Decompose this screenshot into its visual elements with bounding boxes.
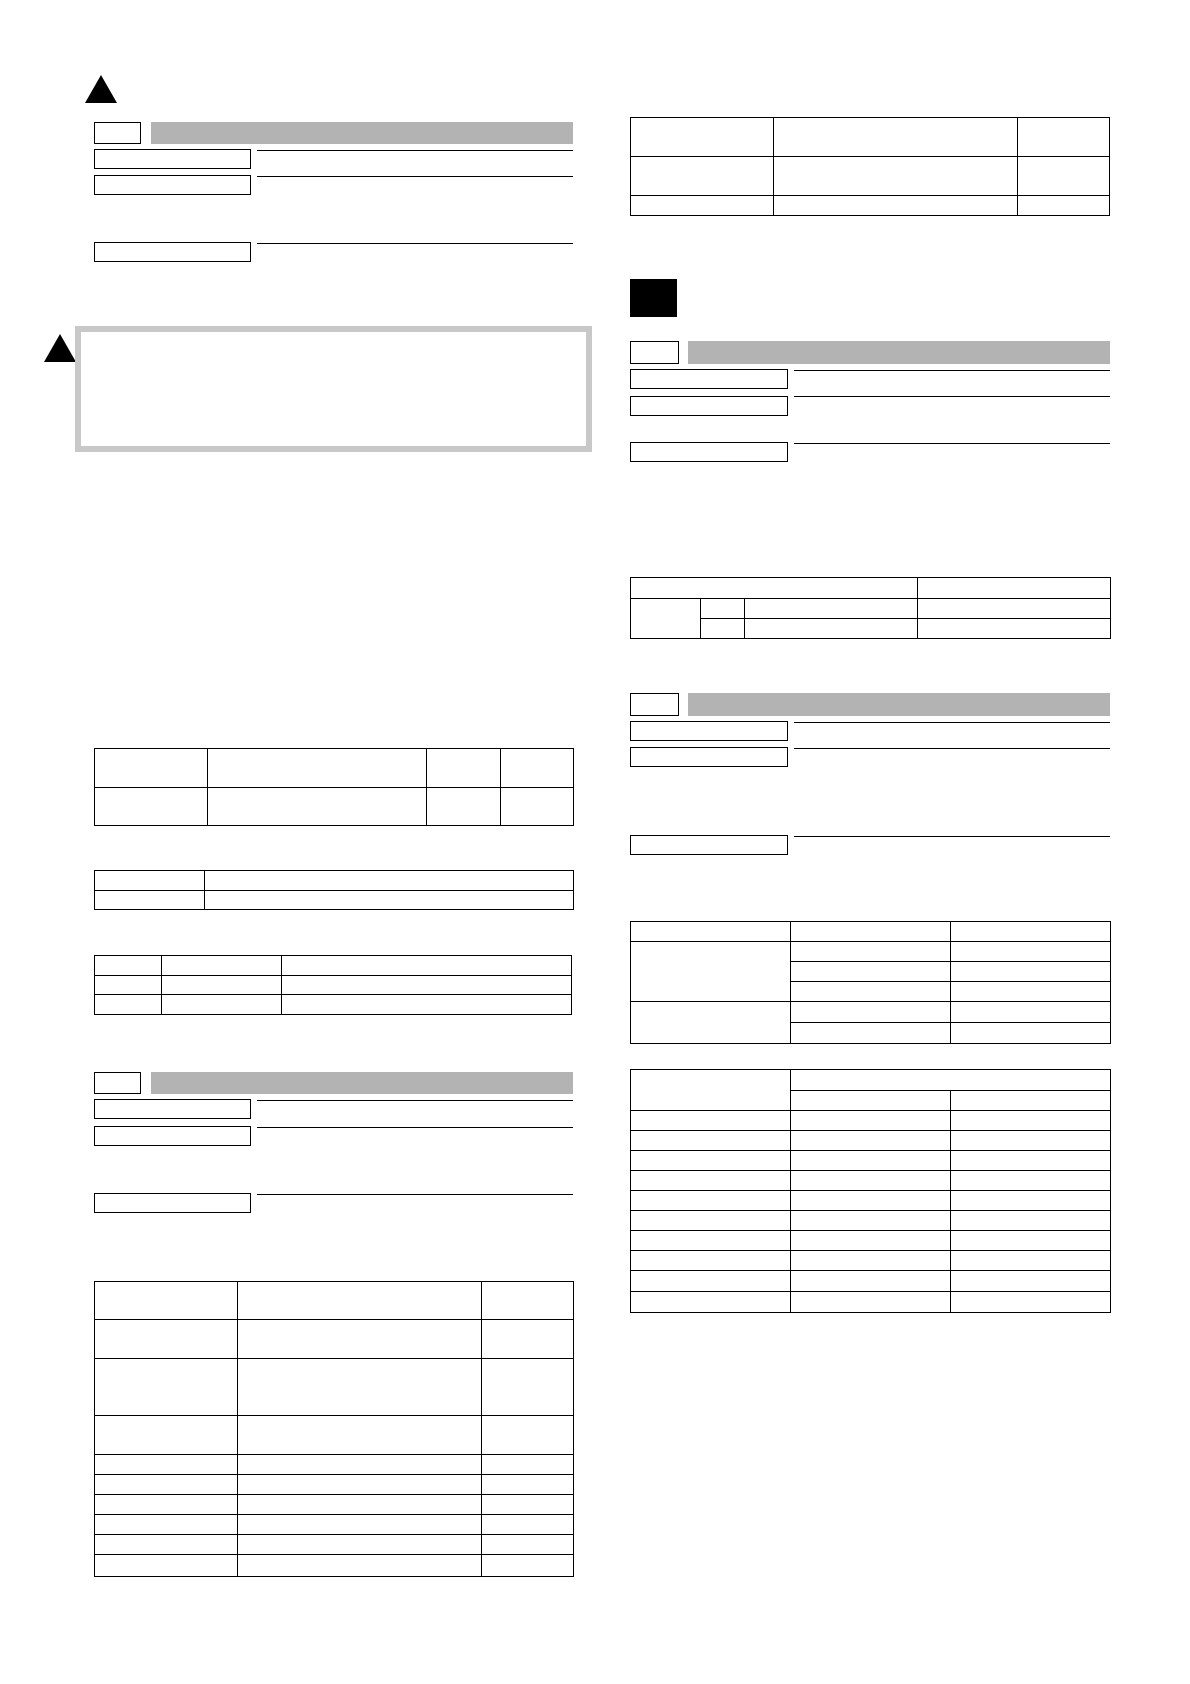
table-row	[95, 871, 574, 891]
table-cell	[631, 1070, 791, 1111]
section-code-box	[630, 341, 679, 364]
field-label-box	[94, 1193, 251, 1213]
table-cell	[1018, 196, 1110, 216]
table-cell	[95, 1320, 238, 1359]
table-cell	[774, 118, 1018, 157]
table-cell	[951, 1211, 1111, 1231]
warning-frame	[75, 326, 592, 452]
table-cell	[774, 157, 1018, 196]
table-cell	[162, 956, 282, 976]
table-cell	[791, 1023, 951, 1044]
table-cell	[918, 599, 1111, 619]
table-row	[95, 1515, 574, 1535]
table	[94, 870, 574, 910]
table-cell	[427, 749, 501, 788]
table-cell	[482, 1495, 574, 1515]
table-cell	[95, 1455, 238, 1475]
table	[94, 1281, 574, 1577]
field-value-line	[794, 370, 1110, 371]
table-cell	[791, 962, 951, 982]
table-cell	[791, 1171, 951, 1191]
table-row	[631, 196, 1110, 216]
table-row	[95, 1475, 574, 1495]
field-label-box	[630, 721, 788, 741]
table-cell	[951, 962, 1111, 982]
table-cell	[95, 890, 205, 910]
field-value-line	[257, 243, 573, 244]
table-cell	[791, 1131, 951, 1151]
table-row	[631, 1111, 1111, 1131]
table-cell	[631, 157, 774, 196]
table-cell	[631, 942, 791, 1002]
table-row	[631, 1070, 1111, 1091]
table-cell	[631, 599, 701, 639]
table-row	[631, 1151, 1111, 1171]
section-title-bar	[688, 693, 1110, 716]
table-row	[95, 787, 574, 826]
table-cell	[701, 599, 745, 619]
table-cell	[951, 1271, 1111, 1292]
table-cell	[791, 1251, 951, 1271]
table-cell	[791, 1111, 951, 1131]
table-cell	[238, 1475, 482, 1495]
table-cell	[791, 1271, 951, 1292]
table-cell	[745, 599, 918, 619]
table-cell	[951, 1131, 1111, 1151]
table-cell	[501, 787, 574, 826]
table-row	[95, 975, 572, 995]
field-label-box	[94, 1099, 251, 1119]
table-row	[95, 749, 574, 788]
table-row	[631, 599, 1111, 619]
caution-triangle-icon	[85, 75, 117, 103]
table-cell	[631, 1111, 791, 1131]
table-cell	[631, 196, 774, 216]
table-cell	[95, 1515, 238, 1535]
table-row	[631, 118, 1110, 157]
section-title-bar	[151, 1072, 573, 1094]
table-row	[631, 578, 1111, 599]
table-row	[631, 1002, 1111, 1023]
field-value-line	[257, 176, 573, 177]
field-label-box	[630, 835, 788, 855]
table-cell	[238, 1555, 482, 1577]
table-row	[631, 1211, 1111, 1231]
table-row	[631, 157, 1110, 196]
table-cell	[774, 196, 1018, 216]
field-value-line	[257, 150, 573, 151]
table-row	[95, 1495, 574, 1515]
table-cell	[791, 922, 951, 942]
table-cell	[791, 1191, 951, 1211]
table-cell	[482, 1535, 574, 1555]
table-cell	[631, 1151, 791, 1171]
field-label-box	[94, 149, 251, 169]
table-row	[95, 1282, 574, 1320]
table-row	[95, 1320, 574, 1359]
table-cell	[482, 1282, 574, 1320]
field-label-box	[94, 175, 251, 195]
table-cell	[791, 1292, 951, 1313]
table-row	[631, 922, 1111, 942]
table	[630, 577, 1111, 639]
section-code-box	[94, 1072, 141, 1094]
table-cell	[427, 787, 501, 826]
table-cell	[95, 871, 205, 891]
table-cell	[701, 619, 745, 639]
table-cell	[791, 942, 951, 962]
field-value-line	[794, 443, 1110, 444]
table-cell	[238, 1495, 482, 1515]
table-cell	[95, 787, 208, 826]
table-cell	[951, 1171, 1111, 1191]
table-cell	[208, 749, 427, 788]
table-row	[631, 1171, 1111, 1191]
table	[630, 1069, 1111, 1313]
table-cell	[95, 1495, 238, 1515]
warning-triangle-icon	[44, 334, 76, 362]
table	[94, 748, 574, 826]
table-cell	[631, 118, 774, 157]
table-cell	[95, 1475, 238, 1495]
table-cell	[631, 1002, 791, 1044]
table-cell	[238, 1416, 482, 1455]
table-cell	[238, 1320, 482, 1359]
table-cell	[482, 1515, 574, 1535]
table-cell	[238, 1515, 482, 1535]
table-cell	[951, 1111, 1111, 1131]
field-label-box	[94, 1126, 251, 1146]
table-row	[95, 956, 572, 976]
table-cell	[951, 1251, 1111, 1271]
table-row	[631, 1251, 1111, 1271]
table-cell	[951, 922, 1111, 942]
table-cell	[95, 956, 162, 976]
table-cell	[95, 995, 162, 1015]
table-cell	[791, 982, 951, 1002]
section-code-box	[94, 122, 141, 144]
table-cell	[95, 1282, 238, 1320]
table-cell	[95, 1359, 238, 1416]
table	[630, 921, 1111, 1044]
table-cell	[951, 1231, 1111, 1251]
table-cell	[482, 1555, 574, 1577]
field-value-line	[257, 1127, 573, 1128]
table-cell	[162, 975, 282, 995]
table-cell	[238, 1359, 482, 1416]
table-cell	[482, 1416, 574, 1455]
field-label-box	[630, 747, 788, 767]
table-row	[95, 1535, 574, 1555]
table-row	[631, 1191, 1111, 1211]
table-cell	[918, 619, 1111, 639]
table-cell	[282, 975, 572, 995]
section-code-box	[630, 693, 679, 716]
table-row	[631, 619, 1111, 639]
field-value-line	[794, 722, 1110, 723]
table-row	[631, 942, 1111, 962]
table-cell	[951, 1292, 1111, 1313]
table-cell	[482, 1475, 574, 1495]
table-cell	[951, 1023, 1111, 1044]
table-cell	[631, 578, 918, 599]
table-cell	[95, 1535, 238, 1555]
table-cell	[95, 749, 208, 788]
table-cell	[162, 995, 282, 1015]
field-value-line	[794, 836, 1110, 837]
table-row	[95, 1455, 574, 1475]
table-cell	[95, 1416, 238, 1455]
table-row	[631, 1271, 1111, 1292]
table-cell	[745, 619, 918, 639]
table-cell	[631, 1271, 791, 1292]
table-row	[631, 1292, 1111, 1313]
table-cell	[631, 1171, 791, 1191]
table-row	[95, 1359, 574, 1416]
field-value-line	[257, 1100, 573, 1101]
table-cell	[238, 1282, 482, 1320]
section-title-bar	[688, 341, 1110, 364]
table-cell	[238, 1535, 482, 1555]
table-cell	[791, 1002, 951, 1023]
table-cell	[791, 1070, 1111, 1091]
table-cell	[631, 1211, 791, 1231]
field-value-line	[257, 1194, 573, 1195]
table-cell	[501, 749, 574, 788]
table-cell	[951, 982, 1111, 1002]
field-label-box	[630, 396, 788, 416]
field-value-line	[794, 748, 1110, 749]
table-cell	[791, 1091, 951, 1111]
table-cell	[482, 1320, 574, 1359]
table-row	[95, 890, 574, 910]
table-cell	[482, 1455, 574, 1475]
table-row	[631, 1231, 1111, 1251]
table-row	[631, 1131, 1111, 1151]
table-row	[95, 995, 572, 1015]
field-label-box	[630, 369, 788, 389]
table-cell	[951, 1191, 1111, 1211]
table-cell	[631, 1251, 791, 1271]
table-row	[95, 1555, 574, 1577]
table-cell	[791, 1211, 951, 1231]
table-cell	[208, 787, 427, 826]
table-cell	[791, 1231, 951, 1251]
table-cell	[918, 578, 1111, 599]
field-label-box	[630, 442, 788, 462]
table-cell	[951, 1002, 1111, 1023]
table	[630, 117, 1110, 216]
table-cell	[482, 1359, 574, 1416]
table-cell	[951, 1151, 1111, 1171]
table-cell	[631, 1191, 791, 1211]
table-cell	[282, 995, 572, 1015]
table-row	[95, 1416, 574, 1455]
table-cell	[205, 890, 574, 910]
table-cell	[95, 975, 162, 995]
field-label-box	[94, 242, 251, 262]
table-cell	[282, 956, 572, 976]
table-cell	[1018, 157, 1110, 196]
table-cell	[951, 942, 1111, 962]
table-cell	[631, 1231, 791, 1251]
table-cell	[631, 1131, 791, 1151]
table-cell	[631, 1292, 791, 1313]
table-cell	[791, 1151, 951, 1171]
table-cell	[1018, 118, 1110, 157]
table	[94, 955, 572, 1015]
section-title-bar	[151, 122, 573, 144]
table-cell	[951, 1091, 1111, 1111]
black-square-icon	[630, 279, 677, 317]
field-value-line	[794, 396, 1110, 397]
table-cell	[238, 1455, 482, 1475]
table-cell	[205, 871, 574, 891]
table-cell	[631, 922, 791, 942]
table-cell	[95, 1555, 238, 1577]
